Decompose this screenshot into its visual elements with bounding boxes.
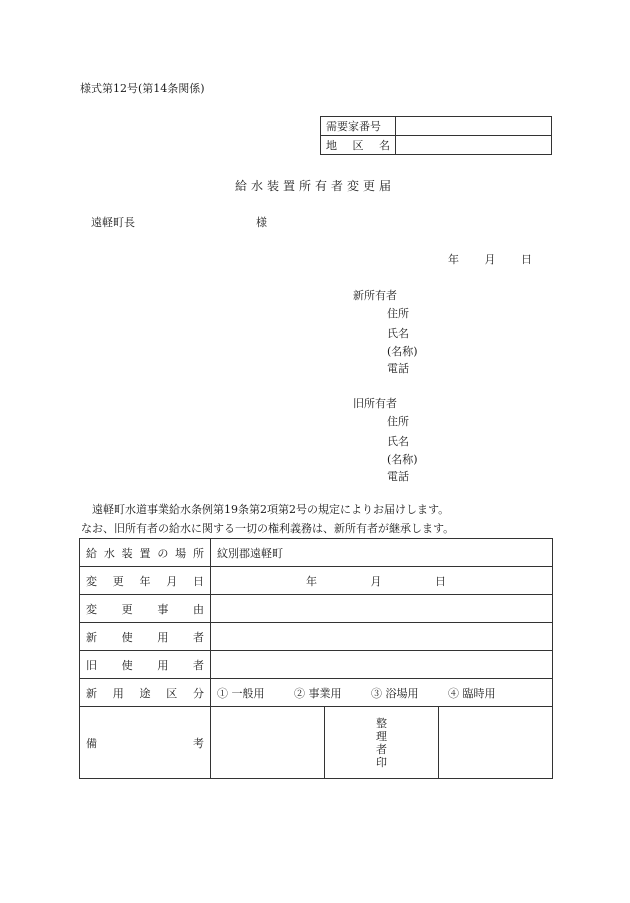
change-date-field[interactable]: [211, 567, 553, 595]
row-label-old-user: [80, 651, 211, 679]
new-owner-heading: 新所有者: [353, 289, 397, 302]
seal-char: 理: [376, 729, 387, 743]
label-char: 途: [139, 686, 151, 700]
label-char: 変: [86, 602, 97, 616]
usage-option-business[interactable]: ② 事業用: [294, 686, 342, 700]
label-char: 分: [193, 686, 204, 700]
month-label: 月: [484, 253, 496, 266]
row-label-usage: [80, 679, 211, 707]
row-label-reason: [80, 595, 211, 623]
old-owner-phone-label: 電話: [387, 470, 409, 483]
label-char: 月: [166, 574, 178, 588]
statement-line-1: 遠軽町水道事業給水条例第19条第2項第2号の規定によりお届けします。: [92, 503, 450, 516]
label-char: 装: [121, 546, 133, 560]
label-char: 地: [326, 139, 337, 152]
new-owner-address-label: 住所: [387, 306, 409, 320]
label-char: 年: [139, 574, 151, 588]
label-char: 区: [166, 686, 178, 700]
old-owner-block: [353, 395, 418, 486]
customer-number-field[interactable]: [396, 117, 552, 136]
row-label-remarks: [80, 707, 211, 779]
seal-char: 印: [376, 755, 387, 769]
old-user-field[interactable]: [211, 651, 553, 679]
label-char: 所: [192, 546, 204, 560]
details-table: [79, 538, 553, 779]
change-date-year: 年: [306, 574, 317, 588]
label-char: 変: [86, 574, 97, 588]
label-char: 置: [139, 546, 151, 560]
new-owner-phone-label: 電話: [387, 362, 409, 375]
label-char: 使: [121, 658, 133, 672]
label-char: 日: [193, 574, 204, 588]
label-char: 者: [192, 630, 204, 644]
usage-option-temporary[interactable]: ④ 臨時用: [448, 686, 496, 700]
seal-char: 者: [376, 742, 387, 756]
customer-number-label: 需要家番号: [321, 117, 396, 136]
processor-seal-field[interactable]: [439, 707, 553, 779]
form-reference: 様式第12号(第14条関係): [80, 82, 205, 95]
label-char: 用: [157, 658, 169, 672]
label-char: 者: [192, 658, 204, 672]
new-owner-name-label: 氏名: [387, 327, 409, 340]
label-char: の: [157, 546, 169, 560]
table-row: [80, 707, 553, 779]
district-name-label: [321, 136, 396, 155]
new-owner-block: [353, 287, 418, 378]
table-row: [80, 595, 553, 623]
label-char: 更: [121, 602, 133, 616]
label-char: 新: [86, 630, 97, 644]
old-owner-name-alt-label: (名称): [387, 452, 418, 466]
change-date-month: 月: [370, 574, 382, 588]
change-reason-field[interactable]: [211, 595, 553, 623]
label-char: 場: [175, 546, 187, 560]
table-row: [80, 539, 553, 567]
label-char: 更: [112, 574, 124, 588]
label-char: 使: [121, 630, 133, 644]
usage-options: [211, 679, 553, 707]
label-char: 区: [352, 139, 364, 152]
statement-line-2: なお、旧所有者の給水に関する一切の権利義務は、新所有者が継承します。: [81, 522, 455, 535]
addressee-honorific: 様: [256, 216, 267, 229]
seal-char: 整: [376, 716, 387, 730]
day-label: 日: [521, 253, 532, 266]
row-label-new-user: [80, 623, 211, 651]
label-char: 用: [112, 686, 124, 700]
label-char: 考: [193, 736, 204, 750]
label-char: 備: [86, 736, 97, 750]
label-char: 旧: [86, 658, 97, 672]
table-row: [80, 679, 553, 707]
label-char: 新: [86, 686, 97, 700]
label-char: 由: [192, 602, 204, 616]
usage-option-bath[interactable]: ③ 浴場用: [371, 686, 419, 700]
table-row: [80, 567, 553, 595]
district-name-field[interactable]: [396, 136, 552, 155]
customer-info-box: [320, 116, 552, 155]
label-char: 用: [157, 630, 169, 644]
new-owner-name-alt-label: (名称): [387, 344, 418, 358]
old-owner-heading: 旧所有者: [353, 397, 397, 410]
old-owner-address-label: 住所: [387, 414, 409, 428]
year-label: 年: [448, 253, 459, 266]
label-char: 水: [103, 546, 115, 560]
submission-date: [448, 251, 532, 267]
old-owner-name-label: 氏名: [387, 435, 409, 448]
row-label-location: [80, 539, 211, 567]
document-title: 給水装置所有者変更届: [234, 179, 395, 193]
row-label-change-date: [80, 567, 211, 595]
new-user-field[interactable]: [211, 623, 553, 651]
processor-seal-label: [325, 707, 439, 779]
label-char: 給: [86, 546, 97, 560]
location-field[interactable]: 紋別郡遠軽町: [211, 539, 553, 567]
table-row: [80, 651, 553, 679]
change-date-day: 日: [435, 574, 446, 588]
usage-option-general[interactable]: ① 一般用: [217, 686, 265, 700]
label-char: 名: [379, 139, 390, 152]
remarks-field[interactable]: [211, 707, 325, 779]
label-char: 事: [157, 602, 169, 616]
table-row: [80, 623, 553, 651]
addressee-name: 遠軽町長: [91, 216, 135, 229]
